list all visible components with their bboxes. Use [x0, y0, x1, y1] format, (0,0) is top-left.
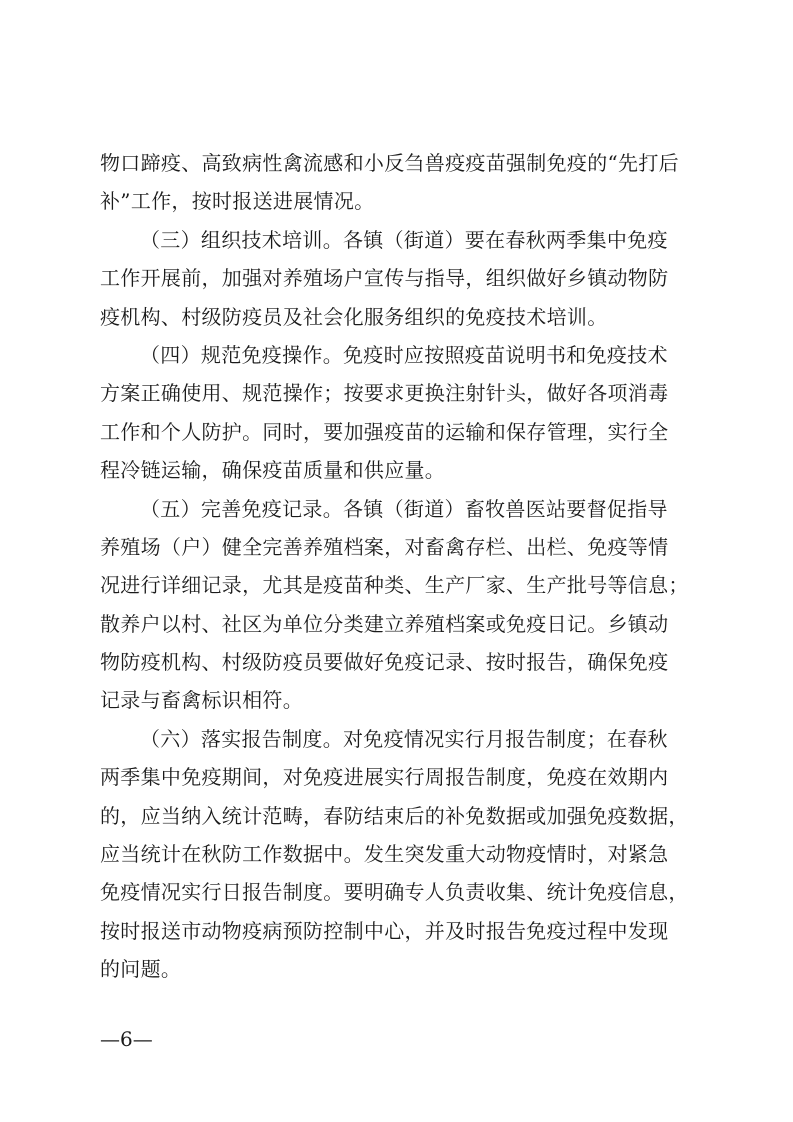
paragraph-heading-line: （三）组织技术培训。各镇（街道）要在春秋两季集中免疫 [140, 227, 668, 252]
text-line: 的，应当纳入统计范畴，春防结束后的补免数据或加强免疫数据， [100, 803, 689, 828]
text-line: 工作和个人防护。同时，要加强疫苗的运输和保存管理，实行全 [100, 419, 669, 444]
text-line: 物防疫机构、村级防疫员要做好免疫记录、按时报告，确保免疫 [100, 650, 669, 675]
text-line: 记录与畜禽标识相符。 [100, 688, 303, 713]
text-line: 应当统计在秋防工作数据中。发生突发重大动物疫情时，对紧急 [100, 842, 669, 867]
paragraph-heading-line: （六）落实报告制度。对免疫情况实行月报告制度；在春秋 [140, 726, 668, 751]
text-line: 免疫情况实行日报告制度。要明确专人负责收集、统计免疫信息， [100, 880, 689, 905]
text-line: 补”工作，按时报送进展情况。 [100, 189, 375, 214]
page-number: —6— [100, 1027, 153, 1051]
paragraph-heading-line: （四）规范免疫操作。免疫时应按照疫苗说明书和免疫技术 [140, 342, 668, 367]
body-text [100, 144, 700, 989]
text-line: 散养户以村、社区为单位分类建立养殖档案或免疫日记。乡镇动 [100, 611, 669, 636]
text-line: 疫机构、村级防疫员及社会化服务组织的免疫技术培训。 [100, 304, 608, 329]
paragraph-heading-line: （五）完善免疫记录。各镇（街道）畜牧兽医站要督促指导 [140, 496, 668, 521]
text-line: 的问题。 [100, 957, 182, 982]
text-line: 养殖场（户）健全完善养殖档案，对畜禽存栏、出栏、免疫等情 [100, 534, 669, 559]
text-line: 程冷链运输，确保疫苗质量和供应量。 [100, 458, 446, 483]
text-line: 物口蹄疫、高致病性禽流感和小反刍兽疫疫苗强制免疫的“先打后 [100, 151, 679, 175]
text-line: 方案正确使用、规范操作；按要求更换注射针头，做好各项消毒 [100, 381, 669, 406]
text-line: 况进行详细记录，尤其是疫苗种类、生产厂家、生产批号等信息； [100, 573, 689, 598]
text-line: 两季集中免疫期间，对免疫进展实行周报告制度，免疫在效期内 [100, 765, 669, 790]
text-line: 按时报送市动物疫病预防控制中心，并及时报告免疫过程中发现 [100, 918, 669, 943]
text-line: 工作开展前，加强对养殖场户宣传与指导，组织做好乡镇动物防 [100, 266, 669, 291]
